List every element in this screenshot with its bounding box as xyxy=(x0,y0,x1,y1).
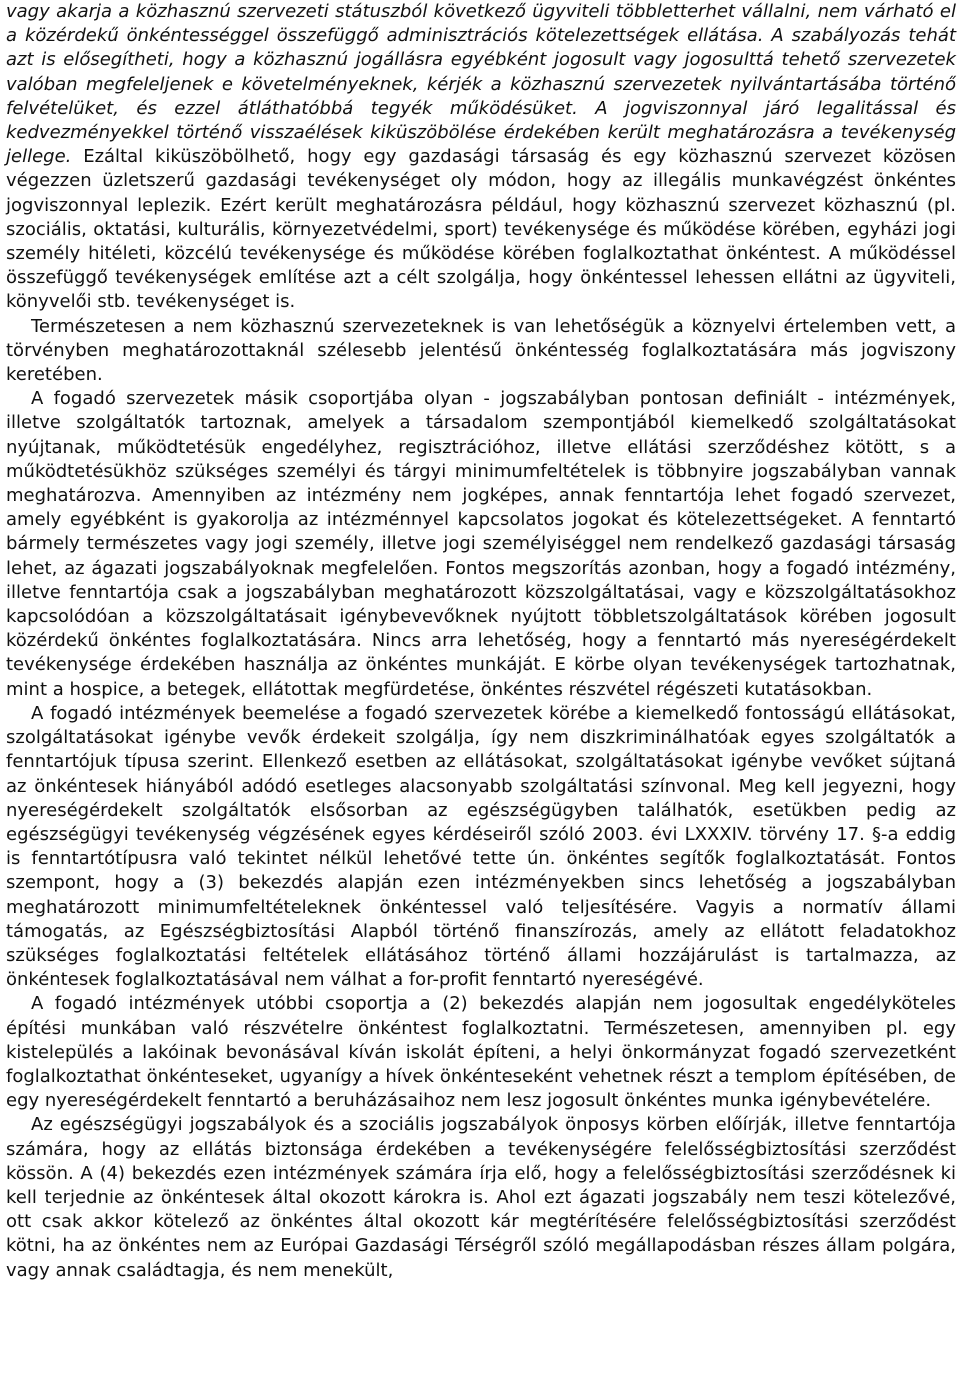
paragraph-1-italic-run: vagy akarja a közhasznú szervezeti státuszból következő ügyviteli többletterhet vállalni, nem várható el a közérdekű önkéntességgel összefüggő adminisztrációs kötelezettségek ellátása. A szabályozás tehát azt is elősegítheti, hogy a közhasznú jogállásra egyébként jogosult vagy jogosulttá tehető szervezetek valóban megfeleljenek e követelményeknek, kérjék a közhasznú szervezetek nyilvántartásába történő felvételüket, és ezzel átláthatóbbá tegyék működésüket. A jogviszonnyal járó legalitással és kedvezményekkel történő visszaélések kiküszöbölése érdekében került meghatározásra a tevékenység jellege. xyxy=(6,1,956,168)
paragraph-2 xyxy=(6,315,956,388)
paragraph-3-text: A fogadó szervezetek másik csoportjába olyan - jogszabályban pontosan definiált - intézmények, illetve szolgáltatók tartoznak, amelyek a társadalom szempontjából kiemelkedő szolgáltatásokat nyújtanak, működtetésük engedélyhez, regisztrációhoz, illetve ellátási szerződéshez kötött, s a működtetésükhöz szükséges személyi és tárgyi minimumfeltételek is többnyire jogszabályban vannak meghatározva. Amennyiben az intézmény nem jogképes, annak fenntartója lehet fogadó szervezet, amely egyébként is gyakorolja az intézménnyel kapcsolatos jogokat és kötelezettségeket. A fenntartó bármely természetes vagy jogi személy, illetve jogi személyiséggel nem rendelkező gazdasági társaság lehet, az ágazati jogszabályoknak megfelelően. Fontos megszorítás azonban, hogy a fogadó intézmény, illetve fenntartója csak a jogszabályban meghatározott közszolgáltatásai, vagy e közszolgáltatásokhoz kapcsolódóan a közszolgáltatásait igénybevevőknek nyújtott többletszolgáltatások körében jogosult közérdekű önkéntes foglalkoztatására. Nincs arra lehetőség, hogy a fenntartó más nyereségérdekelt tevékenysége érdekében használja az önkéntes munkáját. E körbe olyan tevékenységek tartozhatnak, mint a hospice, a betegek, ellátottak megfürdetése, önkéntes részvétel régészeti kutatásokban. xyxy=(6,388,956,700)
paragraph-6 xyxy=(6,1113,956,1282)
paragraph-5-text: A fogadó intézmények utóbbi csoportja a (2) bekezdés alapján nem jogosultak engedélyköteles építési munkában való részvételre önkéntest foglalkoztatni. Természetesen, amennyiben pl. egy kistelepülés a lakóinak bevonásával kíván iskolát építeni, a helyi önkormányzat fogadó szervezetként foglalkoztathat önkénteseket, ugyanígy a hívek önkénteseként vehetnek részt a templom építésében, de egy nyereségérdekelt fenntartó a beruházásaihoz nem lesz jogosult önkéntes munka igénybevételére. xyxy=(6,993,956,1112)
paragraph-5 xyxy=(6,992,956,1113)
paragraph-3 xyxy=(6,387,956,702)
document-page xyxy=(6,0,956,1283)
paragraph-6-text: Az egészségügyi jogszabályok és a szociális jogszabályok önposys körben előírják, illetve fenntartója számára, hogy az ellátás biztonsága érdekében a tevékenységére felelősségbiztosítási szerződést kössön. A (4) bekezdés ezen intézmények számára írja elő, hogy a felelősségbiztosítási szerződésnek ki kell terjednie az önkéntesek által okozott károkra is. Ahol ezt ágazati jogszabály nem teszi kötelezővé, ott csak akkor kötelező az önkéntes által okozott kár megtérítésére felelősségbiztosítási szerződést kötni, ha az önkéntes nem az Európai Gazdasági Térségről szóló megállapodásban részes állam polgára, vagy annak családtagja, és nem menekült, xyxy=(6,1114,956,1281)
paragraph-4-text: A fogadó intézmények beemelése a fogadó szervezetek körébe a kiemelkedő fontosságú ellátásokat, szolgáltatásokat igénybe vevők érdekeit szolgálja, így nem diszkriminálhatóak egyes szolgáltatók a fenntartójuk típusa szerint. Ellenkező esetben az ellátásokat, szolgáltatásokat igénybe vevőket sújtaná az önkéntesek hiányából adódó esetleges alacsonyabb szolgáltatási színvonal. Meg kell jegyezni, hogy nyereségérdekelt szolgáltatók elsősorban az egészségügyben találhatók, esetükben pedig az egészségügyi tevékenység végzésének egyes kérdéseiről szóló 2003. évi LXXXIV. törvény 17. §-a eddig is fenntartótípusra való tekintet nélkül lehetővé tette ún. önkéntes segítők foglalkoztatását. Fontos szempont, hogy a (3) bekezdés alapján ezen intézményekben sincs lehetőség a jogszabályban meghatározott minimumfeltételeknek önkéntessel való teljesítésére. Vagyis a normatív állami támogatás, az Egészségbiztosítási Alapból történő finanszírozás, amely az ellátott feladatokhoz szükséges foglalkoztatási feltételek ellátásához történő állami hozzájárulást is tartalmazza, az önkéntesek foglalkoztatásával nem válhat a for-profit fenntartó nyereségévé. xyxy=(6,702,956,991)
paragraph-2-text: Természetesen a nem közhasznú szervezeteknek is van lehetőségük a köznyelvi értelemben vett, a törvényben meghatározottaknál szélesebb jelentésű önkéntesség foglalkoztatására más jogviszony keretében. xyxy=(6,315,956,386)
paragraph-4 xyxy=(6,702,956,992)
paragraph-1 xyxy=(6,0,956,315)
paragraph-1-regular-run: Ezáltal kiküszöbölhető, hogy egy gazdasági társaság és egy közhasznú szervezet közösen végezzen üzletszerű gazdasági tevékenységet oly módon, hogy az illegális munkavégzést önkéntes jogviszonnyal leplezik. Ezért került meghatározásra például, hogy közhasznú szervezet közhasznú (pl. szociális, oktatási, kulturális, környezetvédelmi, sport) tevékenysége és működése körében, egyházi jogi személy hitéleti, közcélú tevékenysége és működése körében foglalkoztathat önkéntest. A működéssel összefüggő tevékenységek említése azt a célt szolgálja, hogy önkéntessel lehessen ellátni az ügyviteli, könyvelői stb. tevékenységet is. xyxy=(6,146,956,313)
